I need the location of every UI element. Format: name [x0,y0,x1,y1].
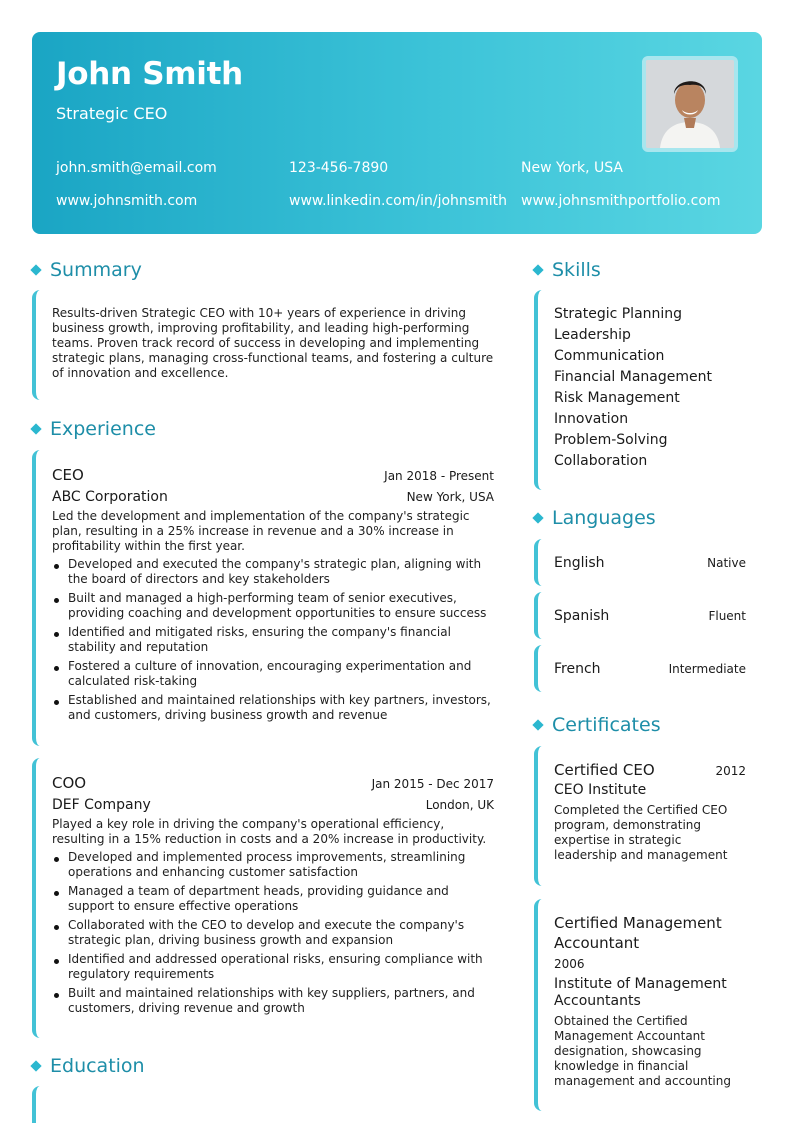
language-card [534,539,746,586]
bullet-item: Managed a team of department heads, providing guidance and support to ensure effective operations [52,884,494,914]
bullet-item: Identified and mitigated risks, ensuring the company's financial stability and reputation [52,625,494,655]
candidate-role: Strategic CEO [56,104,168,123]
summary-text: Results-driven Strategic CEO with 10+ years of experience in driving business growth, improving profitability, and leading high-performing teams. Proven track record of success in developing and implementing strategic plans, managing cross-functional teams, and fostering a culture of innovation and excellence. [52,306,494,380]
diamond-icon [532,264,543,275]
bullet-item: Built and managed a high-performing team of senior executives, providing coaching and development opportunities to ensure success [52,591,494,621]
summary-heading [30,259,142,281]
skills-card [534,290,746,490]
skill-item: Innovation [554,411,629,427]
experience-heading [30,418,156,440]
job-card [32,758,494,1038]
language-name: French [554,660,601,677]
certificate-year: 2012 [715,764,746,778]
bullet-item: Built and maintained relationships with key suppliers, partners, and customers, driving revenue and growth [52,986,494,1016]
certificate-card [534,899,746,1111]
certificate-description: Completed the Certified CEO program, demonstrating expertise in strategic leadership and management [554,803,728,862]
job-dates: Jan 2018 - Present [384,469,494,483]
skills-heading [532,259,601,281]
certificate-issuer: CEO Institute [554,782,647,798]
job-title: CEO [52,466,84,484]
website-link[interactable]: www.johnsmith.com [56,193,198,209]
experience-title: Experience [50,418,156,440]
job-bullets [52,557,494,723]
diamond-icon [532,512,543,523]
job-description: Played a key role in driving the company's operational efficiency, resulting in a 15% reduction in costs and a 20% increase in productivity. [52,817,487,846]
job-company: ABC Corporation [52,489,168,505]
diamond-icon [30,1060,41,1071]
resume-header [32,32,762,234]
diamond-icon [532,719,543,730]
languages-title: Languages [552,507,656,529]
language-card [534,645,746,692]
email-link[interactable]: john.smith@email.com [56,160,217,176]
certificate-title: Certified CEO [554,761,655,779]
education-title: Education [50,1055,145,1077]
certificate-title: Certified Management Accountant [554,914,722,952]
job-location: New York, USA [406,490,494,504]
bullet-item: Developed and executed the company's strategic plan, aligning with the board of directors and key stakeholders [52,557,494,587]
job-title: COO [52,774,87,792]
candidate-name: John Smith [56,56,243,92]
certificate-issuer: Institute of Management Accountants [554,976,727,1009]
summary-title: Summary [50,259,142,281]
bullet-item: Established and maintained relationships with key partners, investors, and customers, driving business growth and revenue [52,693,494,723]
language-name: Spanish [554,607,610,624]
bullet-item: Identified and addressed operational risks, ensuring compliance with regulatory requirements [52,952,494,982]
diamond-icon [30,423,41,434]
skill-item: Problem-Solving [554,432,668,448]
certificate-description: Obtained the Certified Management Accountant designation, showcasing knowledge in financial management and accounting [554,1014,731,1088]
skill-item: Communication [554,348,665,364]
language-level: Fluent [708,608,746,623]
certificates-title: Certificates [552,714,661,736]
phone-number: 123-456-7890 [289,160,389,176]
profile-photo [642,56,738,152]
language-level: Native [707,555,746,570]
certificate-year: 2006 [554,957,585,971]
language-name: English [554,554,605,571]
job-company: DEF Company [52,797,151,813]
job-dates: Jan 2015 - Dec 2017 [371,777,494,791]
certificate-card [534,746,746,886]
skill-item: Strategic Planning [554,306,683,322]
education-heading [30,1055,145,1077]
language-card [534,592,746,639]
languages-heading [532,507,656,529]
portfolio-link[interactable]: www.johnsmithportfolio.com [521,193,721,209]
job-bullets [52,850,494,1016]
job-location: London, UK [425,798,494,812]
bullet-item: Collaborated with the CEO to develop and execute the company's strategic plan, driving business growth and expansion [52,918,494,948]
linkedin-link[interactable]: www.linkedin.com/in/johnsmith [289,193,507,209]
bullet-item: Fostered a culture of innovation, encouraging experimentation and calculated risk-taking [52,659,494,689]
certificates-heading [532,714,661,736]
skill-item: Financial Management [554,369,712,385]
person-portrait-icon [646,60,734,148]
diamond-icon [30,264,41,275]
language-level: Intermediate [668,661,746,676]
job-description: Led the development and implementation of the company's strategic plan, resulting in a 25% increase in revenue and a 30% increase in profitability within the first year. [52,509,470,553]
job-card [32,450,494,746]
bullet-item: Developed and implemented process improvements, streamlining operations and enhancing customer satisfaction [52,850,494,880]
skills-title: Skills [552,259,601,281]
skill-item: Collaboration [554,453,648,469]
summary-card [32,290,494,400]
location-text: New York, USA [521,160,623,176]
skill-item: Risk Management [554,390,680,406]
education-card [32,1086,494,1123]
skill-item: Leadership [554,327,631,343]
